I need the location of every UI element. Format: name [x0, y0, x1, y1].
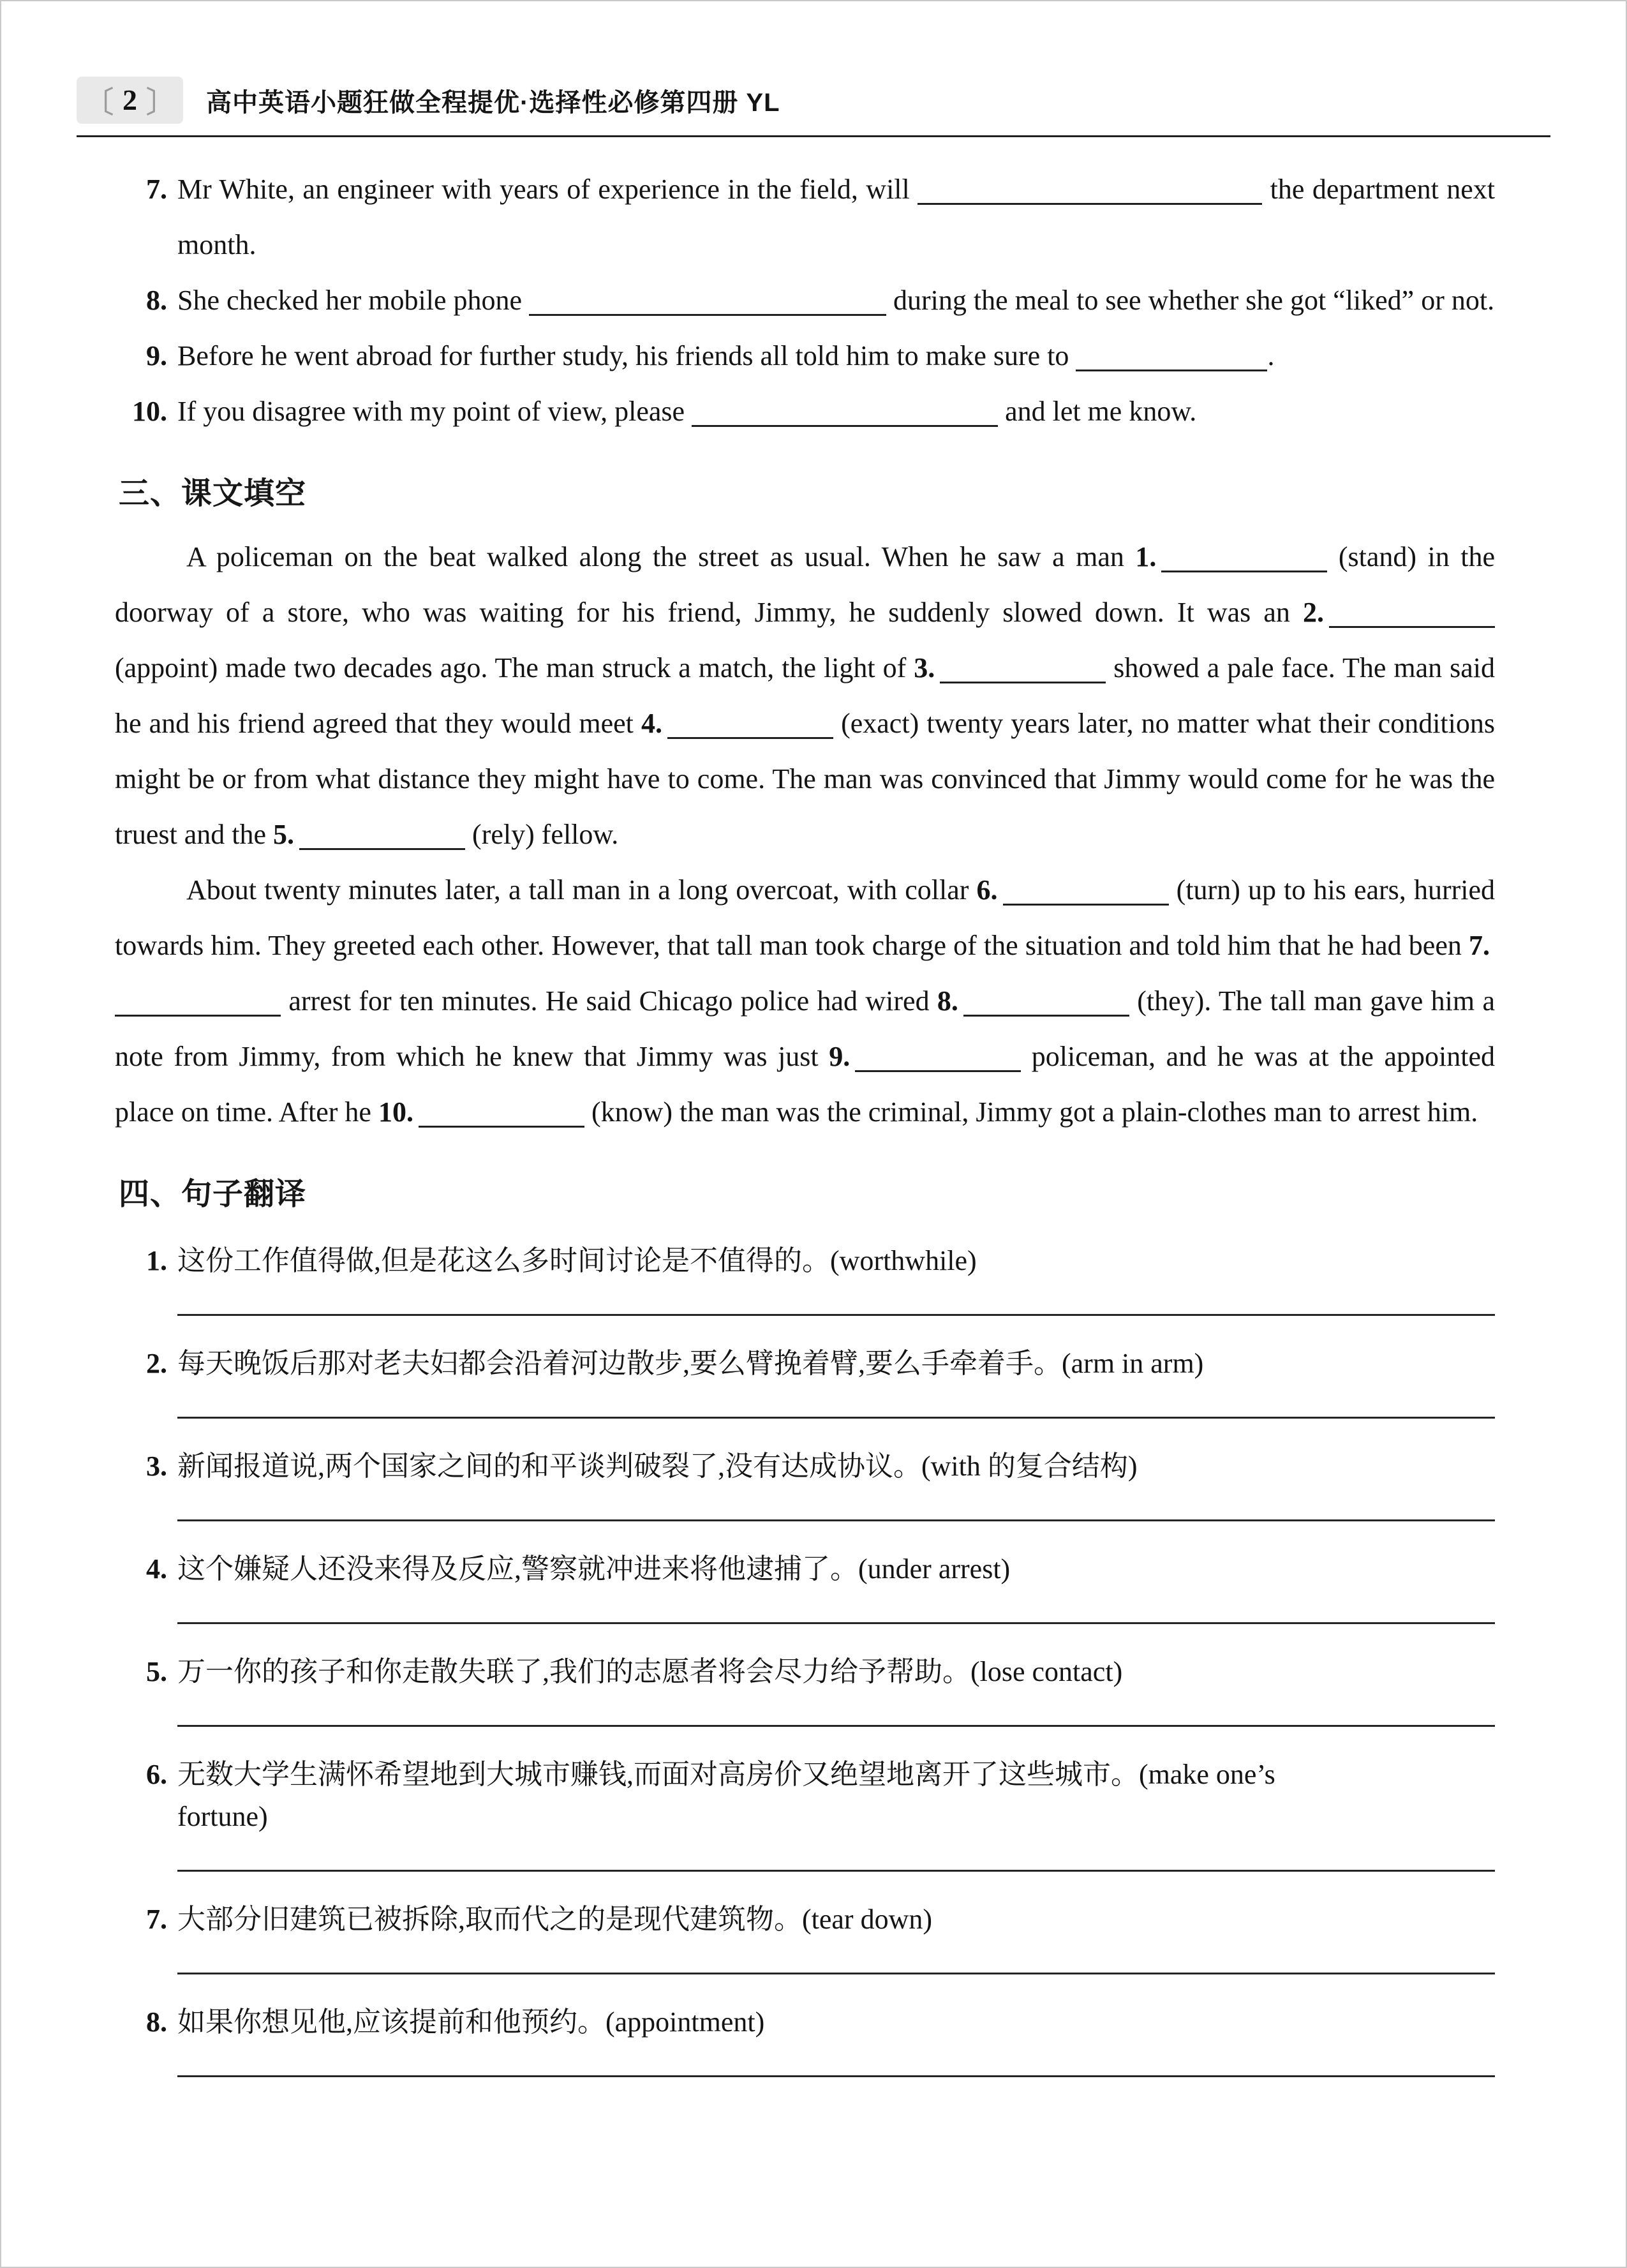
answer-line[interactable]: [177, 2075, 1495, 2077]
item-number: 10.: [132, 396, 167, 427]
translation-item: [115, 1445, 1495, 1488]
chinese-sentence: 无数大学生满怀希望地到大城市赚钱,而面对高房价又绝望地离开了这些城市。(make one’s fortune): [177, 1759, 1275, 1832]
blank-number: 3.: [914, 652, 935, 683]
fill-in-blank[interactable]: [1329, 604, 1495, 628]
answer-line[interactable]: [177, 1519, 1495, 1521]
passage-paragraph: About twenty minutes later, a tall man in a long overcoat, with collar 6. (turn) up to his ears, hurried towards him. They greeted each other. However, that tall man took charge of the situation and told him that he had been 7. arrest for ten minutes. He said Chicago police had wired 8. (they). The tall man gave him a note from Jimmy, from which he knew that Jimmy was just 9. policeman, and he was at the appointed place on time. After he 10. (know) the man was the criminal, Jimmy got a plain-clothes man to arrest him.: [115, 874, 1496, 1128]
chinese-sentence: 这份工作值得做,但是花这么多时间讨论是不值得的。(worthwhile): [177, 1245, 977, 1276]
chinese-sentence: 万一你的孩子和你走散失联了,我们的志愿者将会尽力给予帮助。(lose contact): [177, 1656, 1123, 1687]
blank-number: 10.: [378, 1096, 413, 1128]
page-header: [77, 77, 1550, 137]
translation-item: [115, 1899, 1495, 1941]
fill-in-blank[interactable]: [940, 660, 1106, 683]
exercise-item: [115, 272, 1495, 328]
fill-in-blank[interactable]: [918, 181, 1262, 205]
fill-in-blank[interactable]: [963, 993, 1129, 1017]
section3-heading: 三、课文填空: [119, 477, 307, 511]
item-number: 4.: [146, 1553, 167, 1585]
item-number: 8.: [146, 2006, 167, 2038]
item-number: 5.: [146, 1656, 167, 1687]
section4-heading: 四、句子翻译: [119, 1177, 307, 1211]
fill-in-blank[interactable]: [1076, 348, 1267, 371]
passage-paragraph: A policeman on the beat walked along the street as usual. When he saw a man 1. (stand) in the doorway of a store, who was waiting for his friend, Jimmy, he suddenly slowed down. It was an 2. (appoint) made two decades ago. The man struck a match, the light of 3. showed a pale face. The man said he and his friend agreed that they would meet 4. (exact) twenty years later, no matter what their conditions might be or from what distance they might have to come. The man was convinced that Jimmy would come for he was the truest and the 5. (rely) fellow.: [115, 541, 1495, 850]
badge-right-bracket: 〕: [146, 86, 175, 119]
fill-in-blank[interactable]: [529, 292, 886, 316]
answer-line[interactable]: [177, 1417, 1495, 1419]
fill-in-blank[interactable]: [299, 826, 465, 850]
blank-number: 5.: [273, 819, 295, 850]
translation-item: [115, 1651, 1495, 1693]
blank-number: 4.: [641, 708, 662, 739]
blank-number: 9.: [829, 1041, 851, 1072]
chinese-sentence: 每天晚饭后那对老夫妇都会沿着河边散步,要么臂挽着臂,要么手牵着手。(arm in arm): [177, 1348, 1204, 1379]
book-title: 高中英语小题狂做全程提优·选择性必修第四册 YL: [206, 88, 780, 117]
fill-in-blank[interactable]: [1003, 882, 1169, 906]
exercise-item: [115, 161, 1495, 272]
translation-item: [115, 1548, 1495, 1590]
page-number: 2: [123, 84, 137, 116]
translation-item: [115, 1240, 1495, 1282]
item-number: 2.: [146, 1348, 167, 1379]
translation-items: [115, 1240, 1495, 2077]
item-number: 7.: [146, 174, 167, 205]
item-number: 9.: [146, 340, 167, 371]
chinese-sentence: 新闻报道说,两个国家之间的和平谈判破裂了,没有达成协议。(with 的复合结构): [177, 1451, 1138, 1482]
item-number: 8.: [146, 285, 167, 316]
answer-line[interactable]: [177, 1725, 1495, 1727]
blank-number: 7.: [1469, 930, 1490, 961]
blank-number: 8.: [937, 985, 958, 1017]
chinese-sentence: 如果你想见他,应该提前和他预约。(appointment): [177, 2006, 765, 2038]
item-number: 6.: [146, 1759, 167, 1790]
translation-item: [115, 1754, 1495, 1838]
blank-number: 2.: [1303, 597, 1324, 628]
answer-line[interactable]: [177, 1973, 1495, 1974]
translation-item: [115, 1343, 1495, 1385]
item-number: 3.: [146, 1451, 167, 1482]
fill-in-blank[interactable]: [115, 993, 281, 1017]
item-number: 1.: [146, 1245, 167, 1276]
fill-in-blank[interactable]: [855, 1048, 1021, 1072]
fill-in-blank[interactable]: [419, 1104, 584, 1128]
translation-item: [115, 2001, 1495, 2043]
item-number: 7.: [146, 1904, 167, 1935]
answer-line[interactable]: [177, 1870, 1495, 1872]
sentence-with-blank: Before he went abroad for further study, his friends all told him to make sure to .: [177, 340, 1275, 371]
exercise-item: [115, 328, 1495, 384]
cloze-passage: [115, 529, 1495, 1140]
sentence-with-blank: She checked her mobile phone during the meal to see whether she got “liked” or not.: [177, 285, 1495, 316]
fill-in-blank[interactable]: [1161, 549, 1327, 572]
chinese-sentence: 大部分旧建筑已被拆除,取而代之的是现代建筑物。(tear down): [177, 1904, 933, 1935]
fill-in-blank[interactable]: [667, 715, 833, 739]
chinese-sentence: 这个嫌疑人还没来得及反应,警察就冲进来将他逮捕了。(under arrest): [177, 1553, 1011, 1585]
page-content: [1, 161, 1626, 2077]
answer-line[interactable]: [177, 1314, 1495, 1316]
blank-number: 1.: [1135, 541, 1157, 572]
fill-in-blank[interactable]: [692, 403, 998, 427]
sentence-with-blank: Mr White, an engineer with years of experience in the field, will the department next month.: [177, 174, 1495, 260]
exercise-item: [115, 384, 1495, 439]
badge-left-bracket: 〔: [84, 86, 114, 119]
sentence-with-blank: If you disagree with my point of view, please and let me know.: [177, 396, 1197, 427]
answer-line[interactable]: [177, 1622, 1495, 1624]
blank-number: 6.: [976, 874, 998, 906]
page-number-badge: [77, 77, 183, 124]
sentence-completion-items: [115, 161, 1495, 439]
